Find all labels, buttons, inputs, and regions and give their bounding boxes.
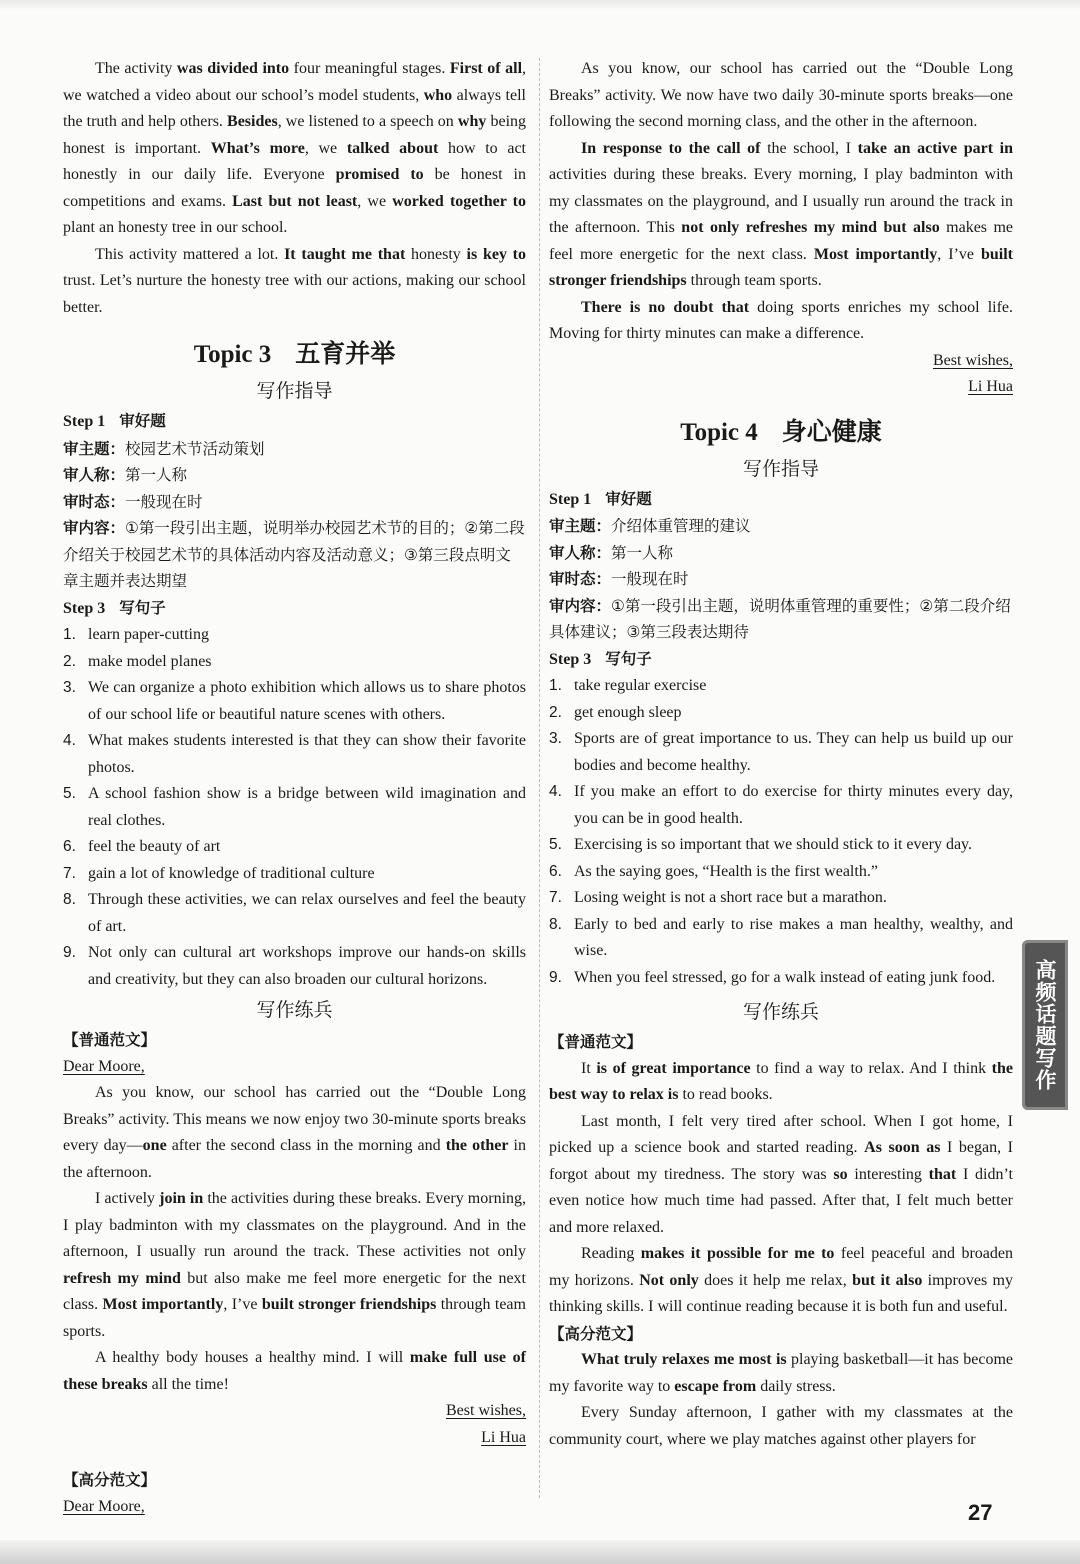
text-run: Reading [581,1245,641,1262]
highlight-phrase: First of all [449,60,523,77]
sentence-text: Exercising is so important that we should stick to it every day. [574,836,972,853]
sentence-number: 6. [63,838,76,855]
highlight-phrase: As soon as [864,1139,941,1156]
highlight-phrase: Last but not least [232,192,358,210]
sentence-item [63,728,526,781]
highlight-phrase: Besides [227,113,278,130]
topic4-step3: Step 3 写句子 [549,649,652,668]
sentence-text: feel the beauty of art [88,838,221,855]
sentence-number: 3. [549,730,562,747]
topic3-heading [63,337,526,372]
text-run: feel peaceful and broaden my horizons. [549,1245,1013,1289]
sentence-item [63,940,526,993]
text-run: Every Sunday afternoon, I gather with my classmates at the community court, where we play matches against other players for [549,1404,1013,1448]
sentence-item [549,779,1013,832]
sentence-number: 8. [549,915,562,933]
text-run: playing basketball—it has become my favorite way to [549,1351,1014,1395]
highlight-phrase: join in [159,1190,204,1207]
sentence-number: 6. [549,862,562,880]
scan-top-edge [0,0,1080,10]
topic3-step3: Step 3 写句子 [63,598,166,617]
sentence-text: make model planes [88,652,212,670]
review-item [549,593,1013,646]
review-text: 介绍体重管理的建议 [611,517,751,535]
normal-essay-para-3 [63,1345,526,1398]
highlight-phrase: built stronger friendships [261,1296,437,1313]
text-run: to find a way to relax. And I think [750,1059,992,1077]
sentence-item [549,832,1013,859]
review-item [549,566,1013,593]
review-item [63,515,526,595]
review-label: 审内容： [549,596,612,615]
sentence-text: Early to bed and early to rise makes a man healthy, wealthy, and wise. [574,915,1013,959]
text-run: honesty [405,245,467,263]
review-label: 审主题： [549,517,612,535]
high-essay-para-3 [549,295,1013,348]
text-run: The activity [95,60,177,77]
highlight-phrase: so [833,1165,848,1183]
sentence-number: 1. [549,677,562,694]
topic4-step1: Step 1 审好题 [549,489,652,508]
sentence-number: 3. [63,679,76,696]
highlight-phrase: is of great importance [596,1059,751,1077]
sentence-number: 2. [549,703,562,721]
text-run: plant an honesty tree in our school. [63,219,288,236]
review-label: 审时态： [63,492,126,511]
highlight-phrase: In response to the call of [581,139,761,157]
text-run: interesting [847,1165,929,1183]
sentence-number: 4. [63,732,76,749]
sentence-text: learn paper-cutting [88,626,209,643]
page-number: 27 [968,1500,993,1525]
text-run: , we watched a video about our school’s model students, [63,60,527,104]
text-run: four meaningful stages. [289,60,450,77]
topic2-essay-para-2 [63,242,526,322]
text-run: activities during these breaks. Every morning, I play badminton with my classmates on the playground, and I usually run around the track in the afternoon. This [549,166,1013,236]
text-run: to read books. [678,1086,773,1103]
topic4-normal-para-3 [549,1241,1013,1321]
highlight-phrase: escape from [674,1377,757,1395]
highlight-phrase: Most importantly [813,245,938,263]
sentence-text: Not only can cultural art workshops improve our hands-on skills and creativity, but they can also broaden our cultural horizons. [88,944,526,988]
sentence-text: When you feel stressed, go for a walk instead of eating junk food. [574,968,996,986]
topic3-step1: Step 1 审好题 [63,412,166,430]
review-item [549,513,1013,540]
sentence-item [63,622,526,649]
text-run: makes me feel more energetic for the next class. [549,219,1014,263]
text-run: being honest is important. [63,113,527,157]
text-run: , we [357,192,393,210]
text-run: after the second class in the morning and [166,1137,446,1154]
highlight-phrase: What’s more [210,139,305,157]
review-item [549,540,1013,567]
topic2-essay-para-1 [63,56,526,242]
sentence-number: 5. [549,836,562,853]
sentence-text: gain a lot of knowledge of traditional culture [88,864,375,882]
text-run: through team sports. [686,272,822,289]
text-run: I began, I forgot about my tiredness. The story was [549,1139,1013,1183]
topic4-cn-title: 身心健康 [781,416,882,446]
review-text: ①第一段引出主题，说明举办校园艺术节的目的；②第二段介绍关于校园艺术节的具体活动内容及活动意义；③第三段点明文章主题并表达期望 [63,519,525,590]
review-text: 一般现在时 [611,570,689,588]
review-text: 第一人称 [611,543,674,562]
highlight-phrase: make full use of these breaks [63,1349,527,1393]
sentence-text: Sports are of great importance to us. They can help us build up our bodies and become healthy. [574,730,1013,774]
sentence-number: 2. [63,652,76,670]
topic4-high-tag: 【高分范文】 [549,1324,643,1343]
text-run: the school, I [760,139,858,157]
highlight-phrase: who [423,86,453,104]
sentence-text: If you make an effort to do exercise for thirty minutes every day, you can be in good health. [574,783,1013,827]
scan-bottom-edge [0,1540,1080,1564]
topic4-normal-para-1 [549,1056,1013,1109]
topic3-guide-title: 写作指导 [256,380,333,402]
text-run: all the time! [147,1375,229,1393]
highlight-phrase: is key to [466,245,527,263]
highlight-phrase: the other [445,1137,509,1154]
text-run: daily stress. [756,1377,836,1395]
sentence-item [549,726,1013,779]
highlight-phrase: worked together to [392,192,526,210]
essay-greeting: Dear Moore, [63,1057,145,1075]
text-run: , we [304,139,347,157]
high-sign-wishes: Best wishes, [933,351,1013,369]
sentence-number: 9. [549,968,562,986]
sentence-item [549,912,1013,965]
right-column [549,56,1013,1453]
sentence-text: We can organize a photo exhibition which allows us to share photos of our school life or beautiful nature scenes with others. [88,679,526,723]
sentence-text: take regular exercise [574,677,707,694]
sentence-text: What makes students interested is that they can show their favorite photos. [88,732,526,776]
topic3-review-list [63,436,526,595]
text-run: This activity mattered a lot. [95,245,285,263]
sentence-item [63,861,526,888]
highlight-phrase: but it also [852,1271,923,1289]
highlight-phrase: Not only [639,1271,699,1289]
sentence-text: Losing weight is not a short race but a marathon. [574,889,887,906]
highlight-phrase: promised to [335,166,424,183]
topic4-practice-title: 写作练兵 [742,1001,819,1023]
text-run: the activities during these breaks. Every morning, I play badminton with my classmates on the playground. And in the afternoon, I usually run around the track. These activities not only [63,1190,527,1260]
highlight-phrase: What truly relaxes me most is [581,1351,787,1368]
text-run: trust. Let’s nurture the honesty tree with our actions, making our school better. [63,272,526,316]
sentence-item [63,834,526,861]
highlight-phrase: talked about [346,139,439,157]
sentence-number: 1. [63,626,76,643]
sentence-item [63,675,526,728]
topic4-high-para-2 [549,1400,1013,1453]
essay-sign-wishes: Best wishes, [446,1402,526,1419]
text-run: I didn’t even notice how much time had passed. After that, I felt much better and more relaxed. [549,1165,1013,1236]
text-run: through team sports. [63,1296,526,1340]
highlight-phrase: the best way to relax is [549,1059,1013,1103]
sentence-text: As the saying goes, “Health is the first wealth.” [574,862,878,880]
topic4-high-para-1 [549,1347,1013,1400]
section-side-tab: 高频话题写作 [1022,940,1068,1110]
topic3-title: Topic 3 [193,341,272,368]
review-label: 审主题： [63,439,126,458]
topic3-sentence-list [63,622,526,993]
sentence-number: 7. [549,889,562,906]
text-run: but also make me feel more energetic for the next class. [63,1269,526,1313]
essay-greeting-2: Dear Moore, [63,1497,145,1515]
review-item [63,489,526,516]
sentence-item [549,673,1013,700]
review-label: 审人称： [63,466,126,484]
text-run: , we listened to a speech on [277,113,458,130]
review-item [63,462,526,489]
sentence-item [549,700,1013,727]
sentence-text: Through these activities, we can relax ourselves and feel the beauty of art. [88,891,526,935]
review-text: ①第一段引出主题，说明体重管理的重要性；②第二段介绍具体建议；③第三段表达期待 [549,596,1011,641]
highlight-phrase: not only refreshes my mind but also [681,219,940,236]
topic4-heading [549,415,1013,450]
text-run: As you know, our school has carried out the “Double Long Breaks” activity. We now have two daily 30-minute sports breaks—one following the second morning class, and the other in the afternoon. [549,60,1013,130]
high-essay-para-2 [549,136,1013,295]
topic4-review-list [549,513,1013,646]
sentence-item [63,887,526,940]
text-run: A healthy body houses a healthy mind. I will [95,1349,410,1366]
highlight-phrase: one [142,1137,167,1154]
sentence-number: 8. [63,891,76,908]
highlight-phrase: It taught me that [284,245,406,263]
highlight-phrase: built stronger friendships [549,245,1013,289]
topic4-title: Topic 4 [680,418,758,446]
topic4-sentence-list [549,673,1013,991]
highlight-phrase: that [928,1165,957,1183]
sentence-item [549,859,1013,886]
topic4-guide-title: 写作指导 [742,457,819,480]
review-item [63,436,526,463]
column-divider [539,58,540,1498]
normal-essay-para-1 [63,1080,526,1186]
sentence-item [63,781,526,834]
highlight-phrase: Most importantly [102,1296,224,1313]
sentence-item [63,649,526,676]
sentence-item [549,965,1013,992]
highlight-phrase: why [457,113,487,130]
text-run: always tell the truth and help others. [63,86,526,130]
sentence-number: 5. [63,785,76,802]
sentence-number: 9. [63,944,76,961]
text-run: It [581,1059,597,1077]
text-run: doing sports enriches my school life. Moving for thirty minutes can make a difference. [549,298,1014,342]
text-run: improves my thinking skills. I will continue reading because it is both fun and useful. [549,1271,1013,1315]
high-essay-para-1 [549,56,1013,136]
normal-essay-tag: 【普通范文】 [63,1031,157,1049]
topic3-practice-title: 写作练兵 [256,999,333,1021]
text-run: in the afternoon. [63,1137,526,1181]
review-label: 审人称： [549,543,612,562]
high-essay-tag: 【高分范文】 [63,1471,157,1489]
review-text: 第一人称 [125,466,188,484]
sentence-text: get enough sleep [574,703,682,721]
topic4-normal-para-2 [549,1109,1013,1242]
text-run: does it help me relax, [698,1271,853,1289]
review-label: 审内容： [63,519,126,537]
review-text: 校园艺术节活动策划 [125,439,265,458]
sentence-number: 7. [63,864,76,882]
text-run: I actively [95,1190,160,1207]
text-run: , I’ve [223,1296,262,1313]
high-sign-name: Li Hua [968,378,1013,395]
text-run: Last month, I felt very tired after school. When I got home, I picked up a science book and started reading. [549,1112,1013,1156]
sentence-number: 4. [549,783,562,800]
sentence-text: A school fashion show is a bridge between wild imagination and real clothes. [88,785,526,829]
text-run: As you know, our school has carried out the “Double Long Breaks” activity. This means we now enjoy two 30-minute sports breaks every day— [63,1084,527,1154]
highlight-phrase: makes it possible for me to [640,1245,835,1262]
text-run: be honest in competitions and exams. [63,166,526,210]
normal-essay-para-2 [63,1186,526,1345]
highlight-phrase: refresh my mind [63,1269,181,1287]
topic3-cn-title: 五育并举 [295,339,396,368]
review-label: 审时态： [549,570,612,588]
highlight-phrase: There is no doubt that [581,298,750,316]
highlight-phrase: was divided into [176,60,290,77]
left-column [63,56,526,1520]
highlight-phrase: take an active part in [857,139,1013,157]
review-text: 一般现在时 [125,492,203,511]
essay-sign-name: Li Hua [481,1428,526,1446]
text-run: , I’ve [937,245,981,263]
topic4-normal-tag: 【普通范文】 [549,1033,643,1051]
sentence-item [549,885,1013,912]
text-run: how to act honestly in our daily life. Everyone [63,139,526,183]
